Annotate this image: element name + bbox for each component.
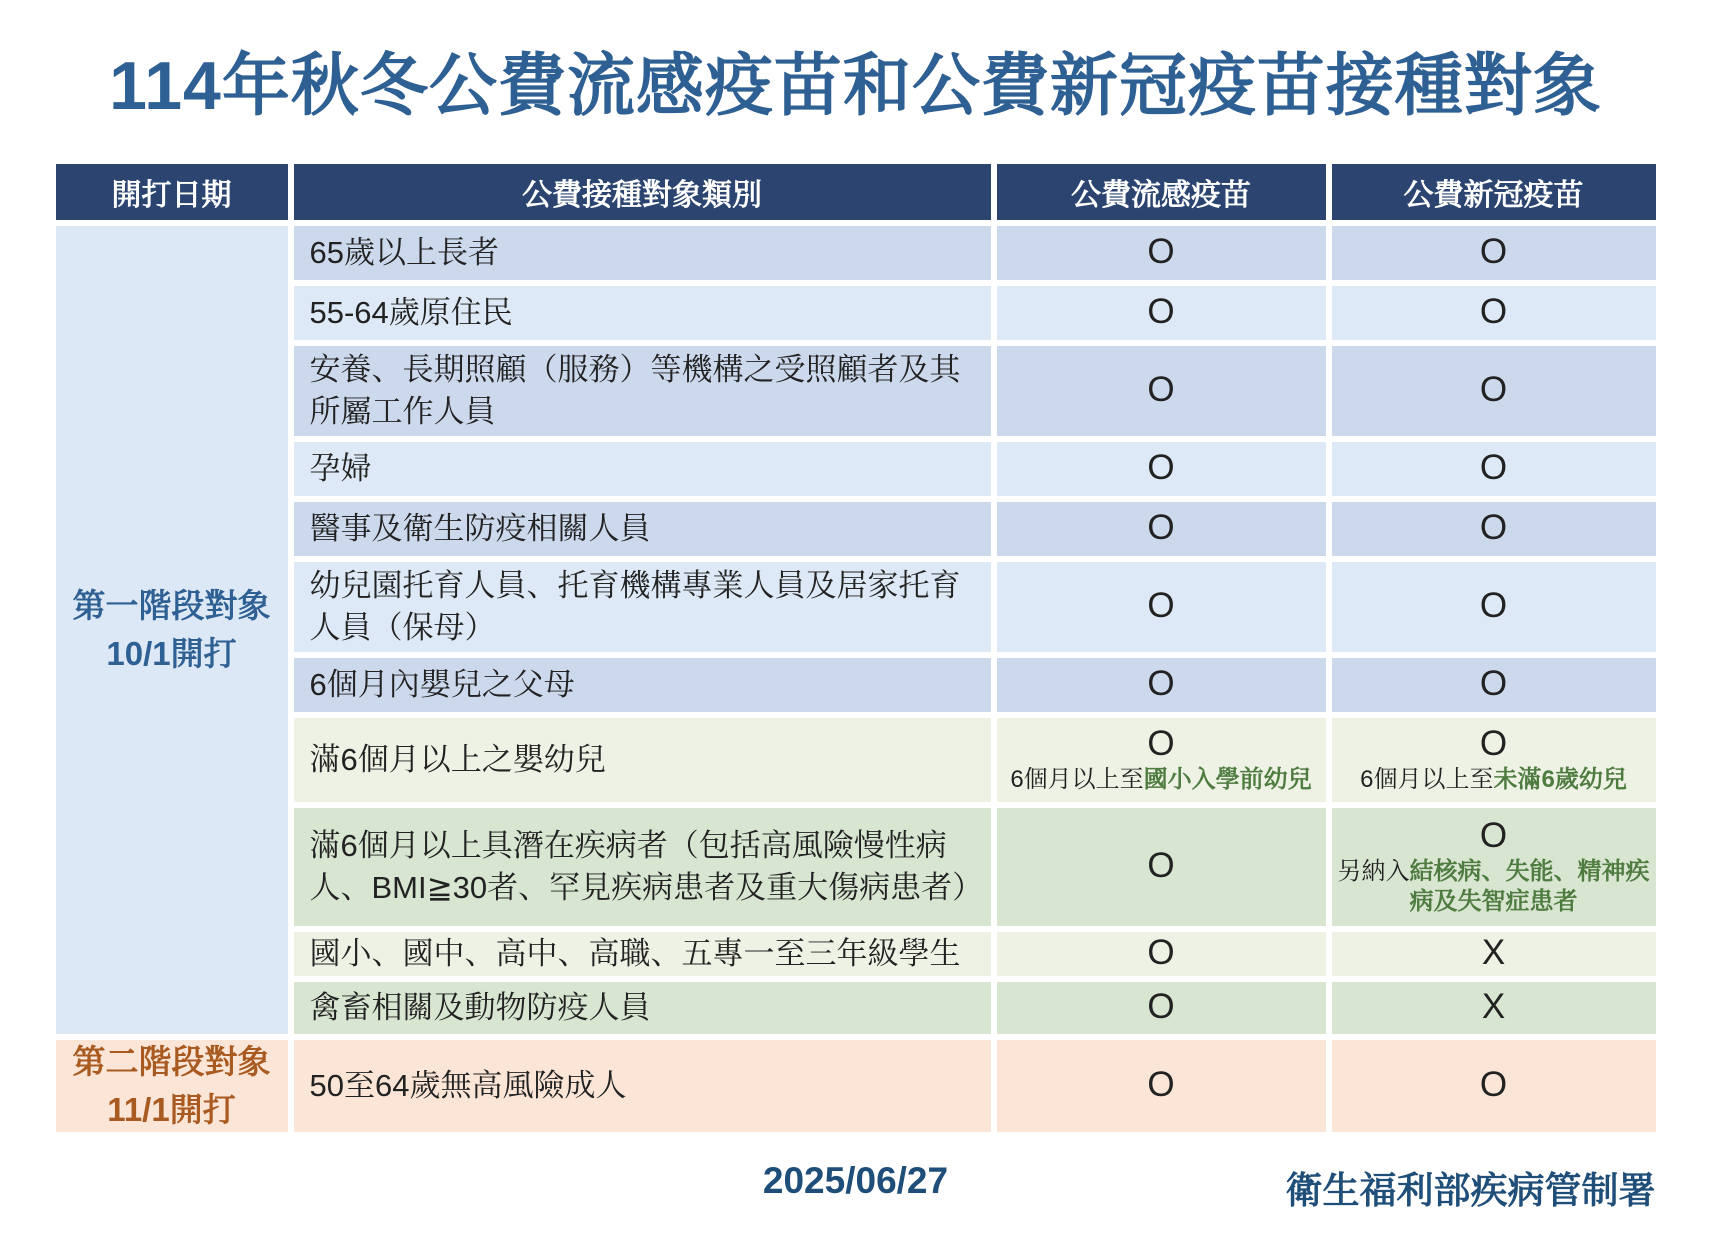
covid-eligibility-cell <box>1332 346 1656 436</box>
flu-mark: O <box>1147 987 1175 1027</box>
covid-mark: X <box>1481 933 1506 973</box>
category-cell: 醫事及衛生防疫相關人員 <box>294 502 991 556</box>
flu-eligibility-cell <box>997 286 1326 340</box>
page-title: 114年秋冬公費流感疫苗和公費新冠疫苗接種對象 <box>109 48 1602 124</box>
column-header-start-date: 開打日期 <box>56 164 288 220</box>
column-header-covid-vaccine: 公費新冠疫苗 <box>1332 164 1656 220</box>
category-cell: 國小、國中、高中、高職、五專一至三年級學生 <box>294 932 991 976</box>
stage1-date-cell <box>56 226 288 1034</box>
flu-eligibility-cell <box>997 346 1326 436</box>
stage1-start-date: 10/1開打 <box>106 634 237 672</box>
covid-eligibility-cell <box>1332 932 1656 976</box>
stage1-label: 第一階段對象 <box>72 586 271 624</box>
category-cell: 55-64歲原住民 <box>294 286 991 340</box>
flu-mark: O <box>1147 370 1175 410</box>
flu-mark: O <box>1147 846 1175 886</box>
covid-mark: O <box>1479 724 1508 764</box>
covid-eligibility-cell <box>1332 226 1656 280</box>
covid-mark: O <box>1479 816 1508 856</box>
flu-eligibility-cell <box>997 226 1326 280</box>
flu-mark: O <box>1147 664 1175 704</box>
flu-mark: O <box>1147 1065 1175 1105</box>
covid-eligibility-cell <box>1332 442 1656 496</box>
covid-note: 另納入結核病、失能、精神疾病及失智症患者 <box>1337 857 1650 915</box>
category-cell: 6個月內嬰兒之父母 <box>294 658 991 712</box>
covid-mark: O <box>1479 370 1508 410</box>
covid-eligibility-cell <box>1332 1040 1656 1132</box>
category-cell: 滿6個月以上之嬰幼兒 <box>294 718 991 802</box>
category-cell: 滿6個月以上具潛在疾病者（包括高風險慢性病人、BMI≧30者、罕見疾病患者及重大傷病患者） <box>294 808 991 926</box>
covid-mark: O <box>1479 508 1508 548</box>
flu-mark: O <box>1147 232 1175 272</box>
covid-mark: X <box>1481 987 1506 1027</box>
footer-organization: 衛生福利部疾病管制署 <box>1285 1169 1656 1211</box>
stage2-label: 第二階段對象 <box>72 1042 271 1080</box>
covid-eligibility-cell <box>1332 808 1656 926</box>
covid-mark: O <box>1479 232 1508 272</box>
flu-mark: O <box>1147 586 1175 626</box>
category-cell: 禽畜相關及動物防疫人員 <box>294 982 991 1034</box>
stage2-start-date: 11/1開打 <box>107 1090 236 1128</box>
covid-eligibility-cell <box>1332 502 1656 556</box>
covid-eligibility-cell <box>1332 562 1656 652</box>
covid-mark: O <box>1479 664 1508 704</box>
flu-eligibility-cell <box>997 658 1326 712</box>
covid-mark: O <box>1479 448 1508 488</box>
flu-mark: O <box>1147 448 1175 488</box>
category-cell: 幼兒園托育人員、托育機構專業人員及居家托育人員（保母） <box>294 562 991 652</box>
category-cell: 安養、長期照顧（服務）等機構之受照顧者及其所屬工作人員 <box>294 346 991 436</box>
flu-mark: O <box>1147 508 1175 548</box>
flu-note: 6個月以上至國小入學前幼兒 <box>1010 765 1312 793</box>
column-header-flu-vaccine: 公費流感疫苗 <box>997 164 1326 220</box>
flu-eligibility-cell <box>997 1040 1326 1132</box>
stage2-date-cell <box>56 1040 288 1132</box>
covid-note: 6個月以上至未滿6歲幼兒 <box>1360 765 1627 793</box>
covid-eligibility-cell <box>1332 982 1656 1034</box>
flu-mark: O <box>1147 292 1175 332</box>
flu-eligibility-cell <box>997 442 1326 496</box>
category-cell: 50至64歲無高風險成人 <box>294 1040 991 1132</box>
flu-eligibility-cell <box>997 562 1326 652</box>
vaccine-schedule-table <box>56 164 1656 1132</box>
flu-eligibility-cell <box>997 982 1326 1034</box>
flu-eligibility-cell <box>997 502 1326 556</box>
flu-eligibility-cell <box>997 808 1326 926</box>
covid-mark: O <box>1479 292 1508 332</box>
covid-eligibility-cell <box>1332 286 1656 340</box>
covid-eligibility-cell <box>1332 658 1656 712</box>
covid-eligibility-cell <box>1332 718 1656 802</box>
covid-mark: O <box>1479 586 1508 626</box>
flu-mark: O <box>1147 933 1175 973</box>
flu-eligibility-cell <box>997 718 1326 802</box>
flu-mark: O <box>1147 724 1175 764</box>
footer-date: 2025/06/27 <box>762 1159 949 1201</box>
category-cell: 65歲以上長者 <box>294 226 991 280</box>
flu-eligibility-cell <box>997 932 1326 976</box>
covid-mark: O <box>1479 1065 1508 1105</box>
page-footer <box>56 1160 1656 1210</box>
category-cell: 孕婦 <box>294 442 991 496</box>
column-header-target-category: 公費接種對象類別 <box>294 164 991 220</box>
